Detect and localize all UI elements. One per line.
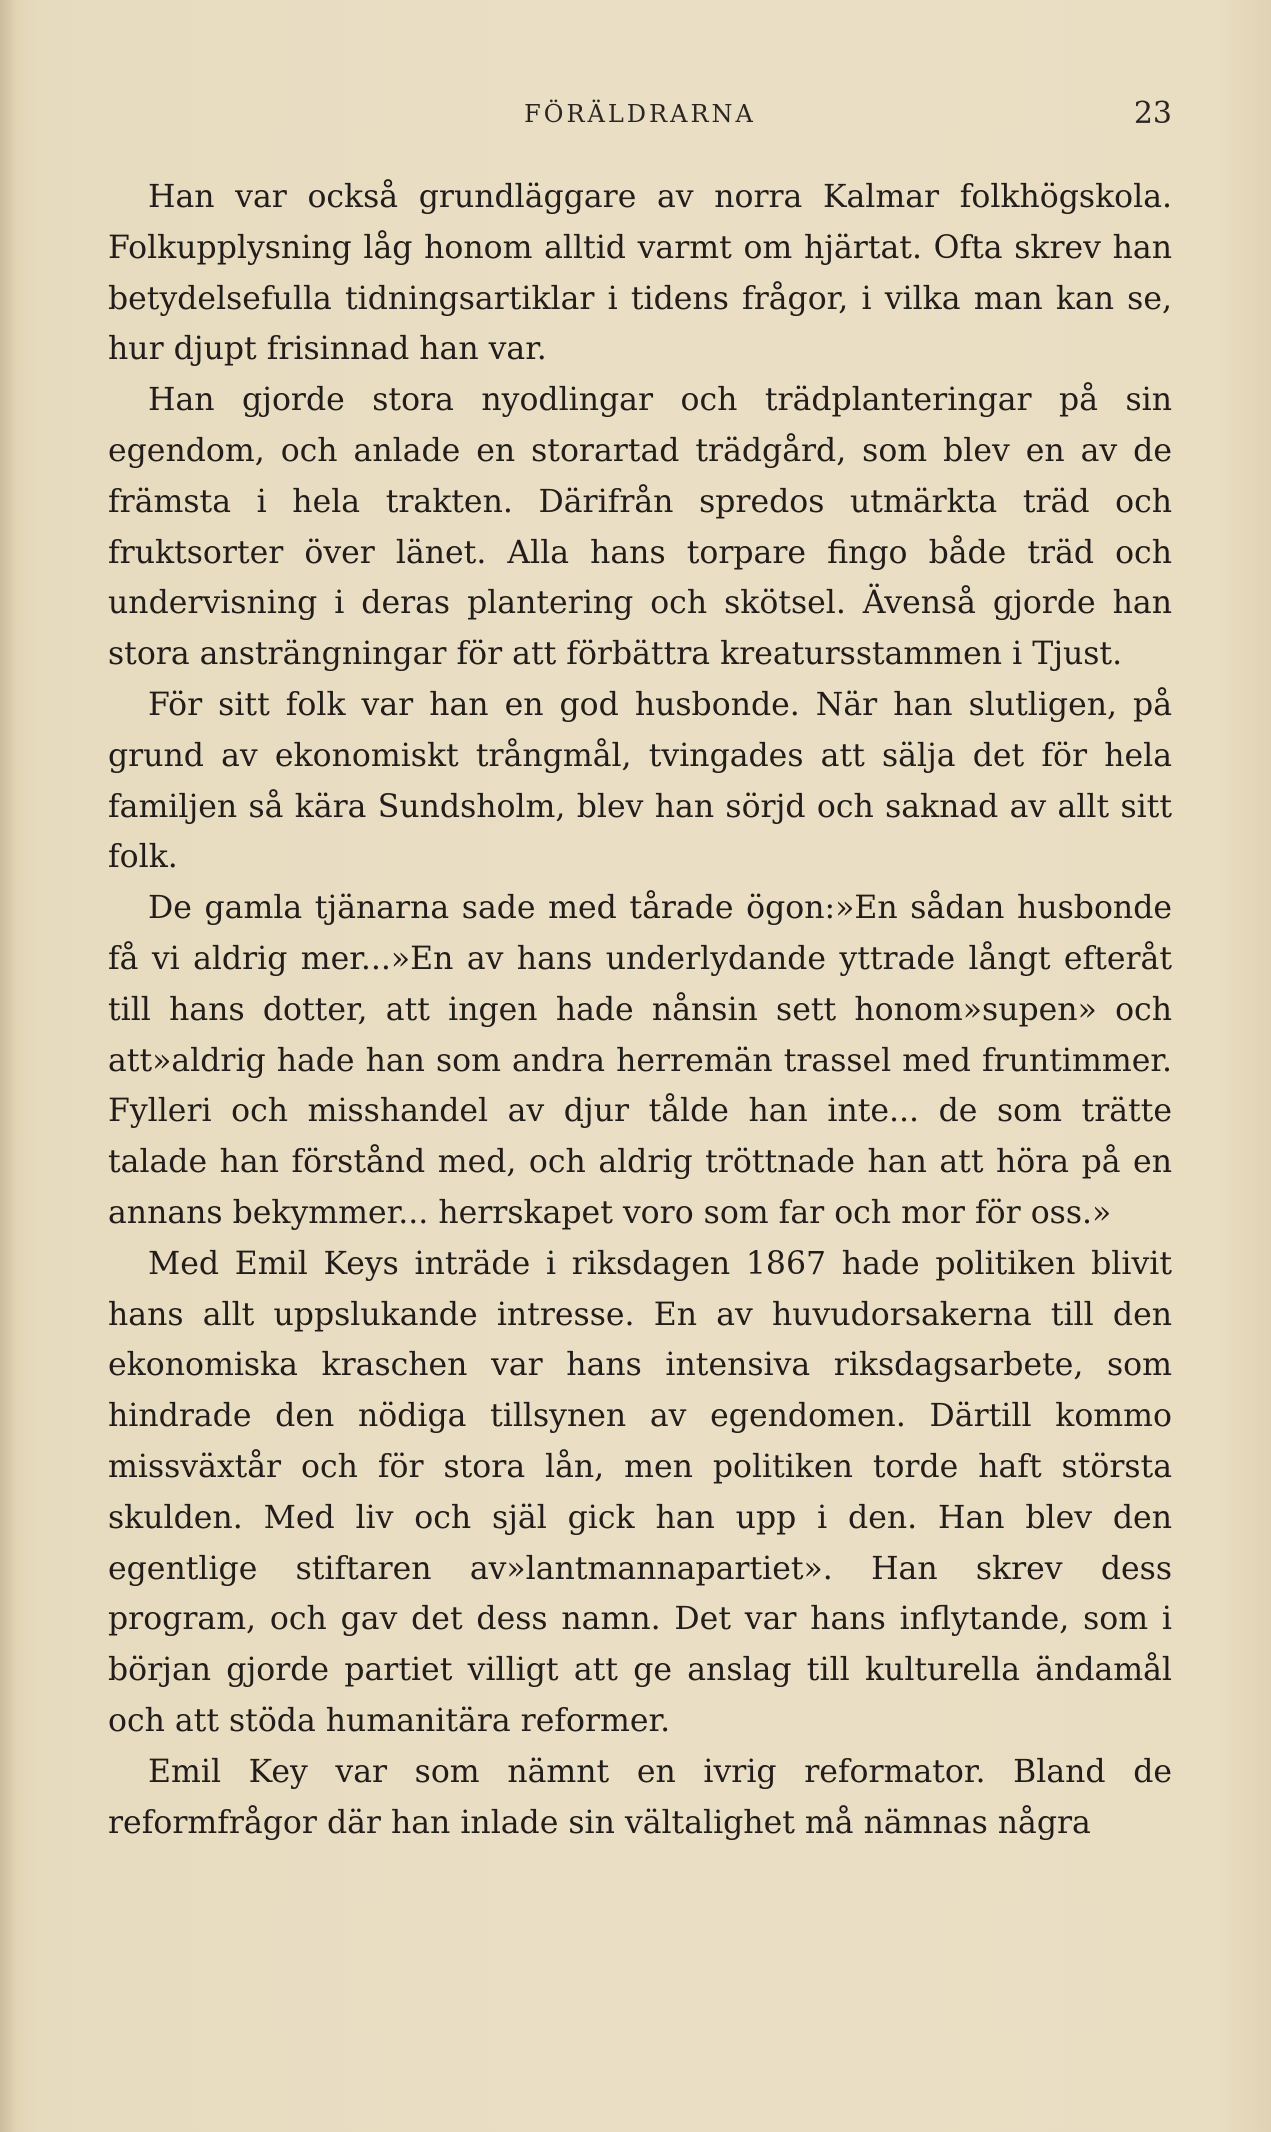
paragraph: Med Emil Keys inträde i riksdagen 1867 hade politiken blivit hans allt uppslukande intresse. En av huvudorsakerna till den ekonomiska kraschen var hans intensiva riksdagsarbete, som hindrade den nödiga tillsynen av egendomen. Därtill kommo missväxtår och för stora lån, men politiken torde haft största skulden. Med liv och själ gick han upp i den. Han blev den egentlige stiftaren av»lantmannapartiet». Han skrev dess program, och gav det dess namn. Det var hans inflytande, som i början gjorde partiet villigt att ge anslag till kulturella ändamål och att stöda humanitära reformer. — [108, 1245, 1172, 1739]
paragraph: Han var också grundläggare av norra Kalmar folkhögskola. Folkupplysning låg honom alltid varmt om hjärtat. Ofta skrev han betydelsefulla tidningsartiklar i tidens frågor, i vilka man kan se, hur djupt frisinnad han var. — [108, 179, 1172, 368]
paragraph: De gamla tjänarna sade med tårade ögon:»En sådan husbonde få vi aldrig mer...»En av hans underlydande yttrade långt efteråt till hans dotter, att ingen hade nånsin sett honom»supen» och att»aldrig hade han som andra herremän trassel med fruntimmer. Fylleri och misshandel av djur tålde han inte... de som trätte talade han förstånd med, och aldrig tröttnade han att höra på en annans bekymmer... herrskapet voro som far och mor för oss.» — [108, 890, 1172, 1231]
page-number: 23 — [1133, 96, 1172, 131]
body-text — [108, 172, 1172, 1848]
paragraph: Han gjorde stora nyodlingar och trädplanteringar på sin egendom, och anlade en storartad trädgård, som blev en av de främsta i hela trakten. Därifrån spredos utmärkta träd och fruktsorter över länet. Alla hans torpare fingo både träd och undervisning i deras plantering och skötsel. Ävenså gjorde han stora ansträngningar för att förbättra kreatursstammen i Tjust. — [108, 382, 1172, 673]
paragraph: För sitt folk var han en god husbonde. När han slutligen, på grund av ekonomiskt trångmål, tvingades att sälja det för hela familjen så kära Sundsholm, blev han sörjd och saknad av allt sitt folk. — [108, 686, 1172, 876]
running-title: FÖRÄLDRARNA — [524, 100, 756, 128]
running-header — [108, 96, 1172, 136]
page-binding-edge — [0, 0, 16, 2132]
paragraph: Emil Key var som nämnt en ivrig reformator. Bland de reformfrågor där han inlade sin vältalighet må nämnas några — [108, 1753, 1172, 1841]
